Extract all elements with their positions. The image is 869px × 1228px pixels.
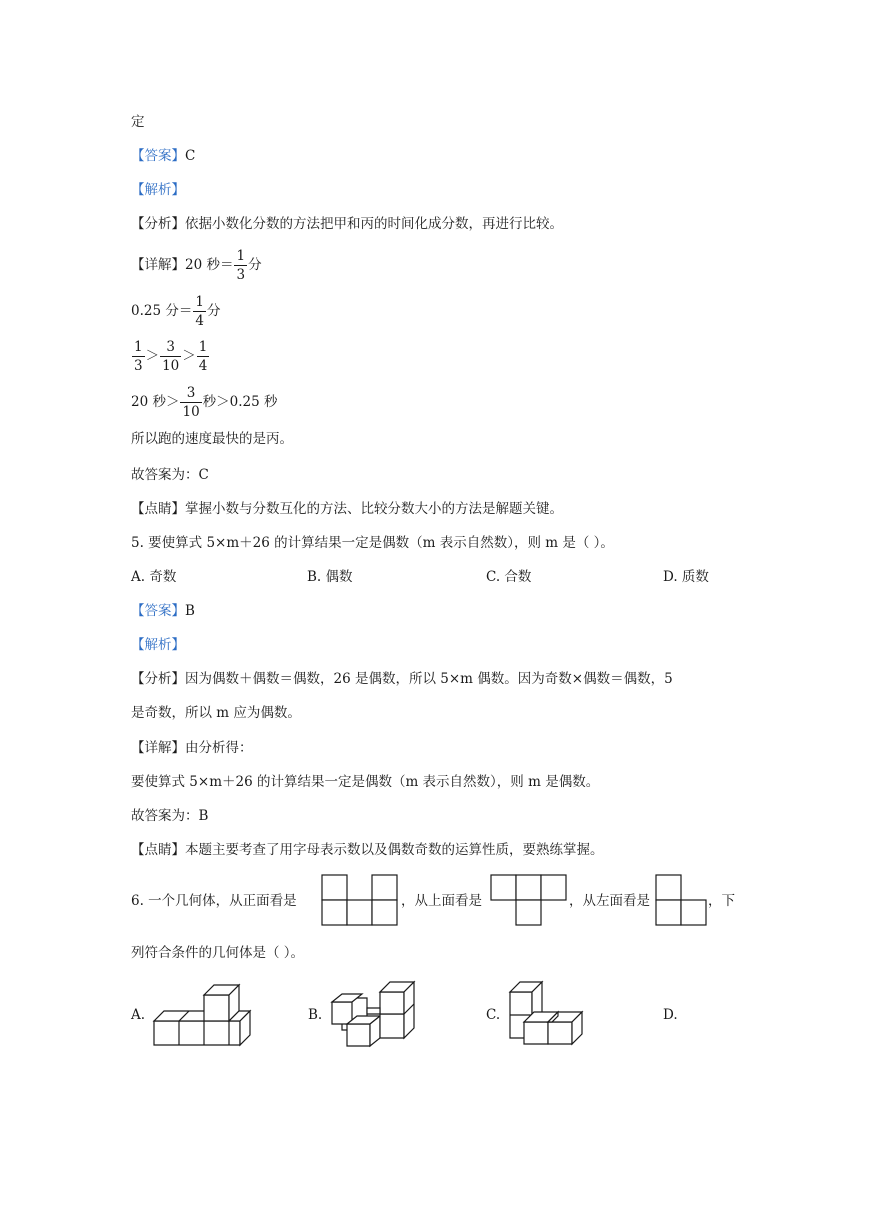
denominator: 4 (198, 358, 208, 374)
q5-option-a: A. 奇数 (131, 569, 177, 585)
greater-than: ＞ (182, 348, 196, 364)
right-cube-front (548, 1022, 572, 1044)
q5-detail-cont: 要使算式 5×m＋26 的计算结果一定是偶数（m 表示自然数），则 m 是偶数。 (131, 774, 600, 790)
q5-tip (131, 840, 604, 860)
q4-tip (131, 499, 563, 519)
detail-text: 20 秒＝ (185, 257, 234, 273)
tip-text: 掌握小数与分数互化的方法、比较分数大小的方法是解题关键。 (185, 501, 563, 517)
option-a-cube-figure (152, 983, 247, 1048)
upper-cube-front (204, 995, 229, 1021)
square (372, 875, 397, 900)
fraction-1-3 (132, 338, 145, 375)
q6-option-a-label: A. (131, 1007, 146, 1023)
unit-text: 分 (248, 257, 262, 273)
q5-analysis-heading: 【解析】 (131, 637, 185, 653)
q6-stem-part1: 6. 一个几何体，从正面看是 (131, 893, 297, 909)
fraction-1-4 (197, 338, 210, 375)
right-side-face (404, 982, 414, 1038)
q6-option-b-label: B. (308, 1007, 323, 1023)
fraction-3-10 (180, 384, 201, 421)
left-cube-front (332, 1002, 352, 1024)
answer-tag: 【答案】 (131, 603, 185, 619)
q4-answer (131, 146, 195, 166)
q4-detail-line3 (131, 335, 210, 377)
q5-answer (131, 601, 195, 621)
q5-analysis-cont: 是奇数，所以 m 应为偶数。 (131, 705, 301, 721)
q4-analysis (131, 214, 563, 234)
unit-text: 分 (206, 303, 221, 319)
denominator: 10 (182, 404, 200, 420)
answer-value: C (185, 148, 196, 164)
bottom-cube-front (347, 1024, 370, 1046)
option-c-cube-figure (508, 980, 593, 1050)
continued-text: 定 (131, 114, 145, 130)
detail-tag: 【详解】 (131, 257, 185, 273)
numerator: 1 (195, 294, 204, 310)
text: 20 秒＞ (131, 394, 180, 410)
square (372, 900, 397, 925)
text: 秒＞0.25 秒 (202, 394, 278, 410)
q5-option-b: B. 偶数 (307, 569, 353, 585)
square (322, 900, 347, 925)
square (656, 875, 681, 900)
front-face (154, 1021, 240, 1045)
numerator: 1 (236, 248, 246, 264)
q5-option-d: D. 质数 (663, 569, 709, 585)
top-cube-front (380, 992, 404, 1014)
q6-stem-part2: ，从上面看是 (401, 893, 482, 909)
q4-analysis-heading: 【解析】 (131, 182, 185, 198)
analysis-text: 因为偶数＋偶数＝偶数，26 是偶数，所以 5×m 偶数。因为奇数×偶数＝偶数，5 (185, 671, 673, 687)
tip-text: 本题主要考查了用字母表示数以及偶数奇数的运算性质，要熟练掌握。 (185, 842, 604, 858)
left-view-figure (655, 874, 710, 929)
fraction-1-3 (234, 247, 247, 284)
q4-detail-line4 (131, 381, 278, 423)
front-view-figure (321, 874, 401, 929)
q6-stem-line2: 列符合条件的几何体是（ ）。 (131, 945, 305, 961)
q6-option-c-label: C. (486, 1007, 501, 1023)
fraction-3-10 (160, 338, 181, 375)
front-cube (524, 1022, 548, 1044)
q5-detail (131, 738, 253, 758)
numerator: 3 (180, 384, 201, 403)
square (322, 875, 347, 900)
numerator: 1 (134, 339, 143, 355)
q5-option-c: C. 合数 (486, 569, 532, 585)
answer-value: B (185, 603, 195, 619)
denominator: 3 (134, 358, 143, 374)
answer-tag: 【答案】 (131, 148, 185, 164)
fraction-1-4 (193, 293, 206, 330)
text: 0.25 分＝ (131, 303, 193, 319)
q5-final-answer: 故答案为：B (131, 808, 209, 824)
denominator: 3 (236, 267, 246, 283)
option-b-cube-figure (330, 978, 420, 1050)
analysis-text: 依据小数化分数的方法把甲和丙的时间化成分数，再进行比较。 (185, 216, 563, 232)
q4-final-answer: 故答案为：C (131, 467, 209, 483)
tip-tag: 【点睛】 (131, 842, 185, 858)
numerator: 3 (160, 338, 181, 357)
numerator: 1 (198, 339, 208, 355)
denominator: 10 (162, 358, 180, 374)
q4-conclusion: 所以跑的速度最快的是丙。 (131, 431, 293, 447)
analysis-tag: 【分析】 (131, 216, 185, 232)
tip-tag: 【点睛】 (131, 501, 185, 517)
q6-option-d-label: D. (663, 1007, 678, 1023)
q4-detail-line1 (131, 244, 262, 286)
square (347, 900, 372, 925)
detail-text: 由分析得： (185, 740, 253, 756)
denominator: 4 (195, 313, 204, 329)
q5-stem: 5. 要使算式 5×m＋26 的计算结果一定是偶数（m 表示自然数），则 m 是（ ）。 (131, 535, 614, 551)
detail-tag: 【详解】 (131, 740, 185, 756)
top-view-figure (490, 874, 570, 929)
square (516, 900, 541, 925)
square (681, 900, 706, 925)
greater-than: ＞ (145, 348, 160, 364)
joint-face (367, 1008, 380, 1014)
square (491, 875, 516, 900)
square (541, 875, 566, 900)
square (656, 900, 681, 925)
q6-stem-part3: ，从左面看是 (569, 893, 650, 909)
q6-stem-part4: ，下 (708, 893, 735, 909)
square (516, 875, 541, 900)
q4-detail-line2 (131, 290, 220, 332)
right-cube-front (380, 1014, 404, 1038)
q5-analysis (131, 669, 673, 689)
analysis-tag: 【分析】 (131, 671, 185, 687)
